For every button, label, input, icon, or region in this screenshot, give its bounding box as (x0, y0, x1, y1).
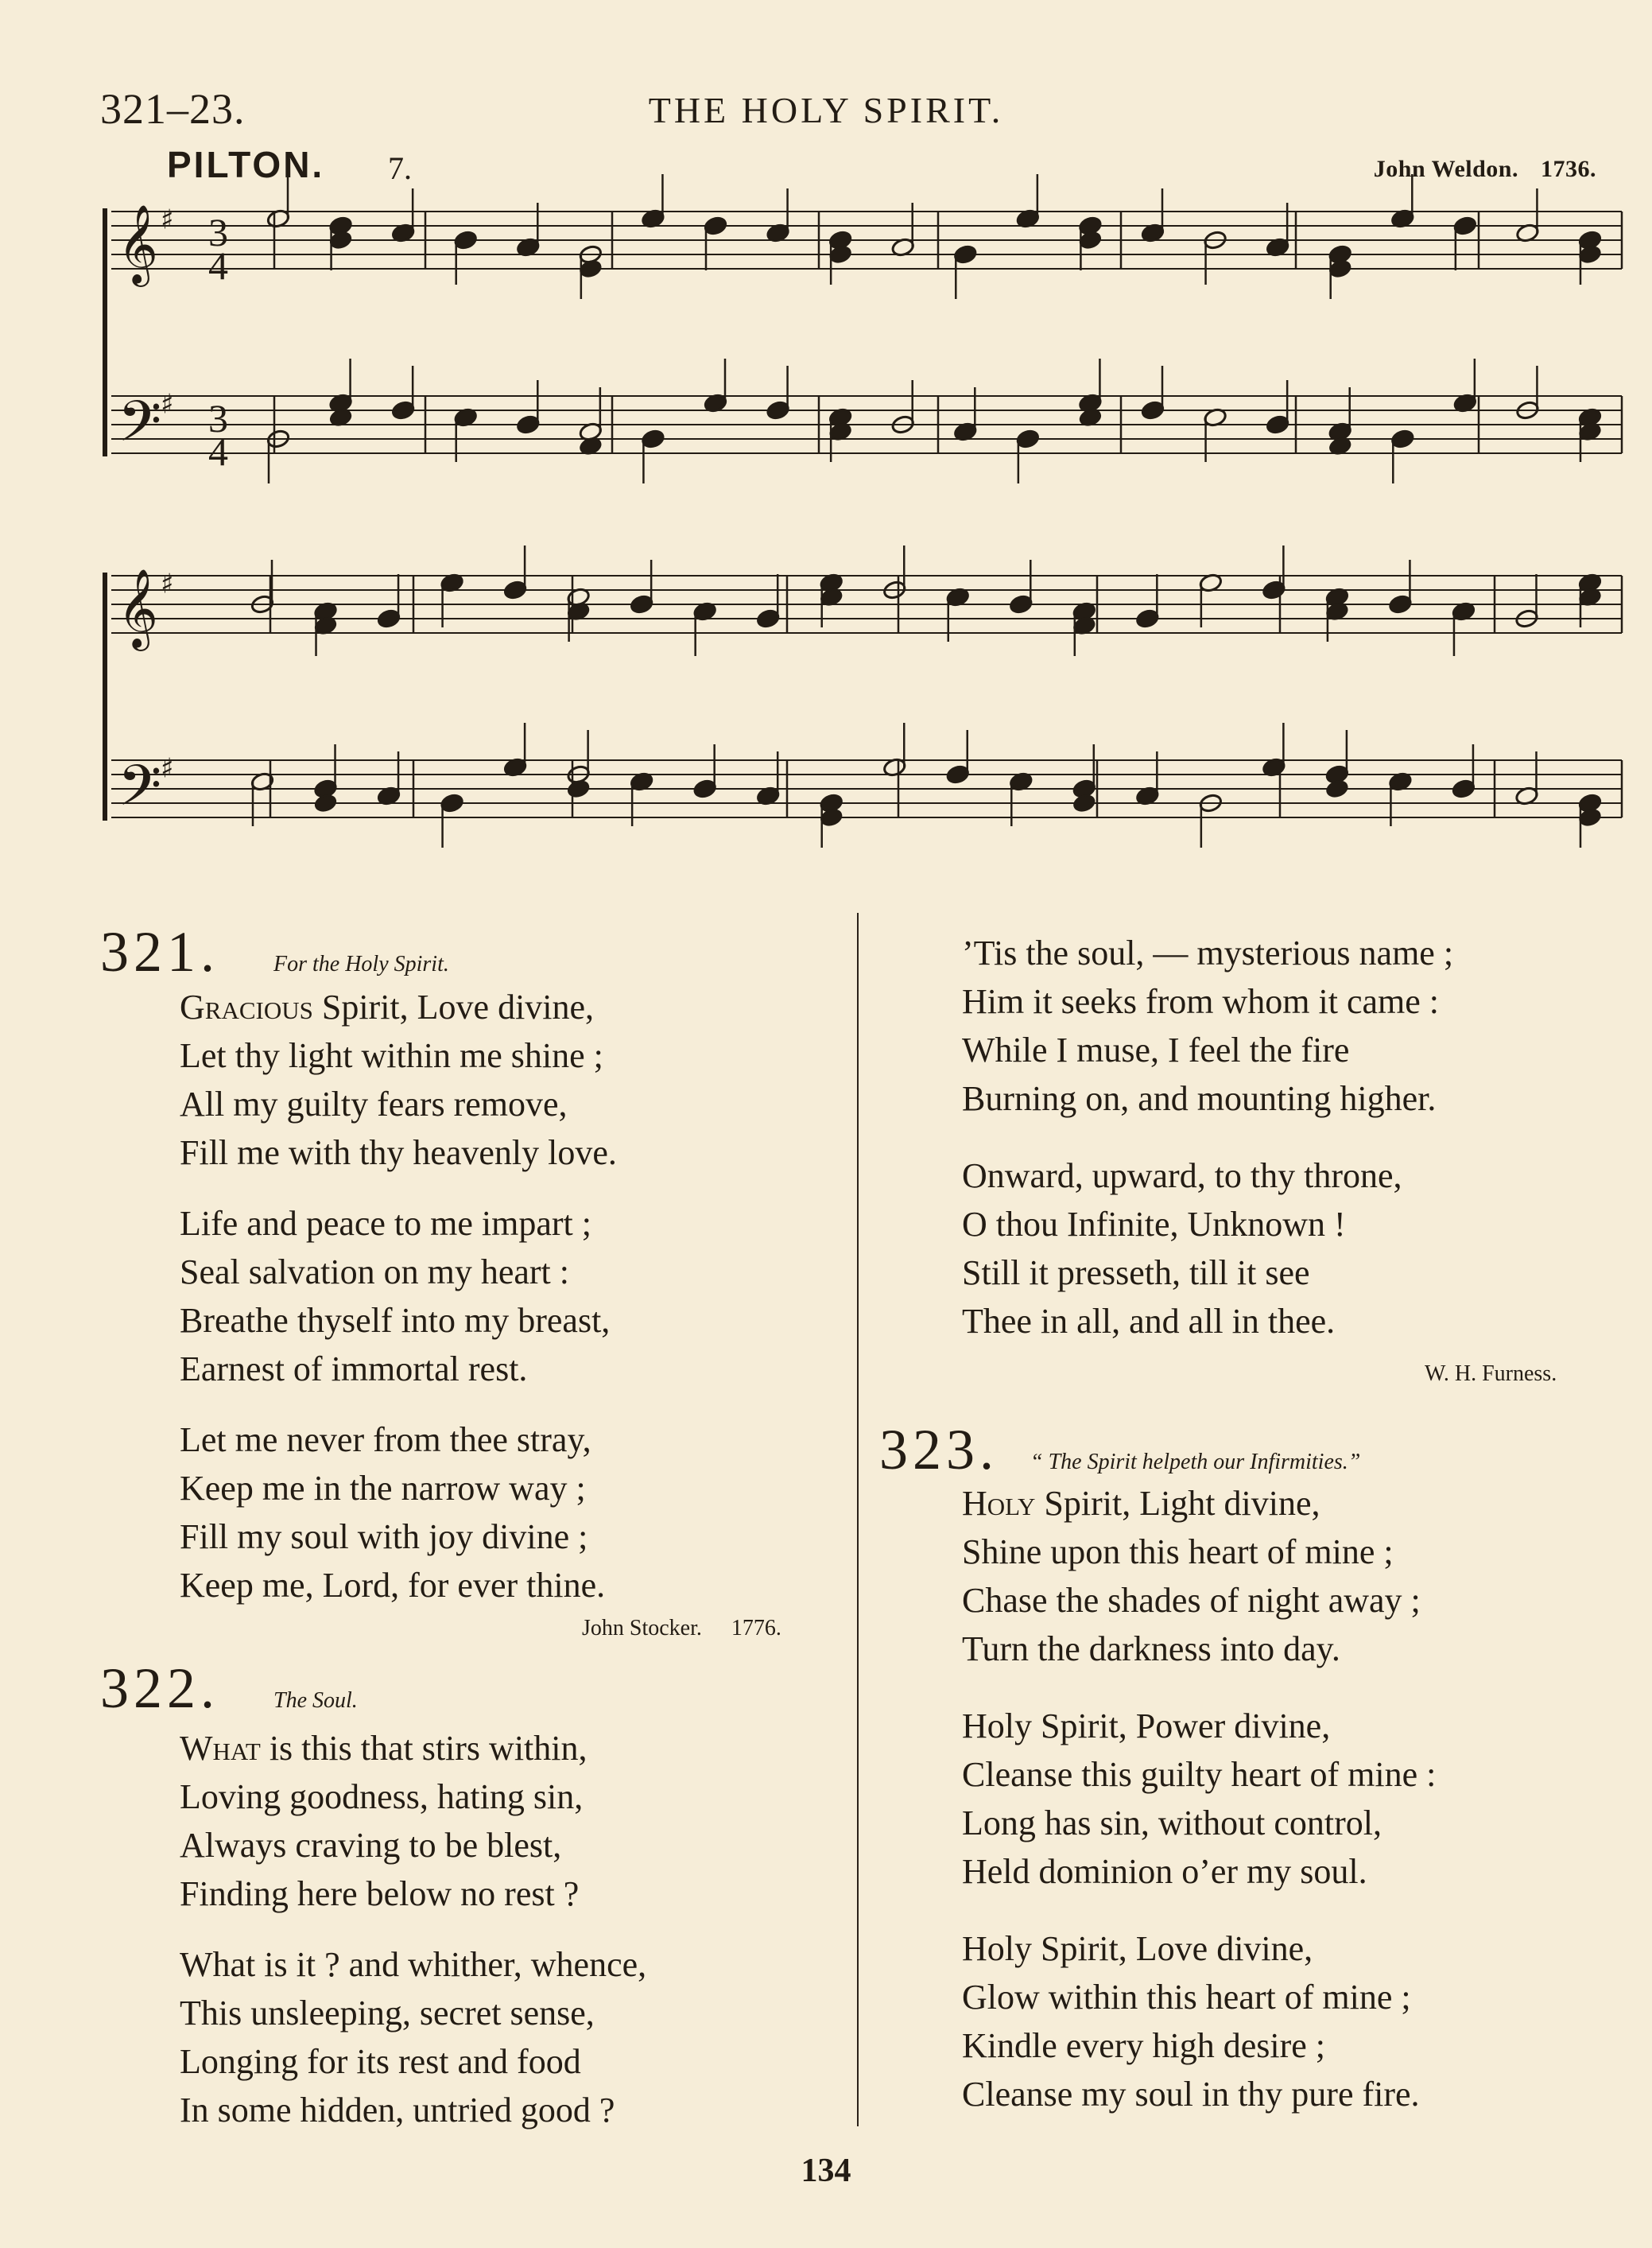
hymn-number: 323. (879, 1418, 999, 1481)
bass-clef-icon: 𝄢 (118, 389, 162, 468)
tune-name: PILTON. (167, 144, 325, 185)
stanza (180, 1940, 646, 2134)
verse-line: Still it presseth, till it see (962, 1253, 1310, 1292)
verse-line: Glow within this heart of mine ; (962, 1978, 1411, 2017)
verse-line: All my guilty fears remove, (180, 1085, 568, 1124)
music-score (0, 0, 1652, 914)
verse-line: What is it ? and whither, whence, (180, 1945, 647, 1984)
sharp-icon: ♯ (161, 752, 174, 785)
verse-line: Loving goodness, hating sin, (180, 1777, 584, 1816)
verse-line: Holy Spirit, Light divine, (962, 1484, 1320, 1523)
verse-line: Cleanse my soul in thy pure fire. (962, 2075, 1420, 2114)
verse-line: Always craving to be blest, (180, 1826, 562, 1865)
quarter-note-icon (1388, 594, 1413, 615)
quarter-note-icon (391, 400, 416, 421)
quarter-note-icon (692, 778, 717, 799)
verse-line: Onward, upward, to thy throne, (962, 1156, 1402, 1195)
stanza (962, 1479, 1436, 1673)
time-signature-bottom-1: 4 (208, 243, 228, 288)
quarter-note-icon (440, 793, 464, 813)
verse-line: Longing for its rest and food (180, 2042, 581, 2081)
verse-line: Breathe thyself into my breast, (180, 1301, 611, 1340)
verse-line: Gracious Spirit, Love divine, (180, 988, 595, 1027)
stanza (962, 1702, 1436, 1896)
verse-line: Held dominion o’er my soul. (962, 1852, 1367, 1891)
quarter-note-icon (377, 608, 401, 629)
verse-line: Keep me, Lord, for ever thine. (180, 1566, 606, 1605)
chord-note-icon (1072, 793, 1097, 813)
verse-line: Let thy light within me shine ; (180, 1036, 603, 1075)
first-word: Gracious (180, 988, 313, 1027)
verse-line: Cleanse this guilty heart of mine : (962, 1755, 1437, 1794)
verse-line: Fill me with thy heavenly love. (180, 1133, 617, 1172)
verse-line: Burning on, and mounting higher. (962, 1079, 1437, 1118)
hymn-range: 321–23. (100, 85, 246, 133)
stanza (180, 1199, 617, 1393)
first-word: Holy (962, 1484, 1036, 1523)
verse-line: Keep me in the narrow way ; (180, 1469, 586, 1508)
verse-line: O thou Infinite, Unknown ! (962, 1205, 1346, 1244)
quarter-note-icon (1266, 414, 1290, 435)
stanza (962, 1924, 1436, 2118)
sharp-icon: ♯ (161, 568, 174, 600)
verse-line: What is this that stirs within, (180, 1729, 588, 1768)
verse-line: Life and peace to me impart ; (180, 1204, 591, 1243)
chord-note-icon (579, 258, 603, 279)
quarter-note-icon (766, 400, 790, 421)
quarter-note-icon (1141, 400, 1165, 421)
verse-line: Long has sin, without control, (962, 1803, 1382, 1842)
verse-line: Let me never from thee stray, (180, 1420, 591, 1459)
quarter-note-icon (1262, 580, 1286, 600)
quarter-note-icon (1453, 215, 1478, 236)
quarter-note-icon (1135, 608, 1160, 629)
stanza (180, 1724, 646, 1918)
stanza (962, 1151, 1453, 1345)
verse-line: Seal salvation on my heart : (180, 1252, 569, 1291)
chord-note-icon (1328, 258, 1352, 279)
quarter-note-icon (953, 244, 978, 265)
verse-line: While I muse, I feel the fire (962, 1031, 1350, 1070)
verse-line: Shine upon this heart of mine ; (962, 1532, 1394, 1571)
quarter-note-icon (1452, 778, 1476, 799)
section-title: THE HOLY SPIRIT. (648, 90, 1004, 130)
chord-note-icon (1578, 807, 1603, 828)
stanza (180, 1415, 617, 1609)
sharp-icon: ♯ (161, 388, 174, 421)
chord-note-icon (1325, 778, 1350, 799)
verse-line: In some hidden, untried good ? (180, 2091, 615, 2130)
treble-clef-icon: 𝄞 (118, 204, 158, 284)
author: John Stocker. (582, 1616, 702, 1640)
hymn-322-heading (100, 1656, 358, 1722)
verse-line: Kindle every high desire ; (962, 2026, 1325, 2065)
hymn-321-text (180, 983, 617, 1609)
quarter-note-icon (516, 414, 541, 435)
quarter-note-icon (756, 608, 781, 629)
tune-meter: 7. (388, 150, 412, 186)
hymn-subtitle: For the Holy Spirit. (273, 952, 449, 976)
verse-line: This unsleeping, secret sense, (180, 1994, 595, 2033)
chord-note-icon (819, 807, 843, 828)
sharp-icon: ♯ (161, 204, 174, 236)
chord-note-icon (1578, 244, 1603, 265)
verse-line: Chase the shades of night away ; (962, 1581, 1421, 1620)
stanza (962, 929, 1453, 1123)
verse-line: Holy Spirit, Power divine, (962, 1706, 1331, 1745)
composer-name: John Weldon. (1373, 156, 1518, 182)
first-word: What (180, 1729, 261, 1768)
verse-line: Fill my soul with joy divine ; (180, 1517, 588, 1556)
quarter-note-icon (630, 594, 654, 615)
quarter-note-icon (704, 215, 728, 236)
chord-note-icon (313, 793, 338, 813)
stanza (180, 983, 617, 1177)
page-number: 134 (801, 2153, 851, 2189)
verse-line: Thee in all, and all in thee. (962, 1302, 1336, 1341)
column-divider (857, 913, 859, 2126)
verse-line: ’Tis the soul, — mysterious name ; (962, 934, 1454, 973)
chord-note-icon (328, 230, 353, 250)
verse-line: Earnest of immortal rest. (180, 1349, 528, 1388)
quarter-note-icon (1390, 429, 1415, 449)
hymn-321-attribution (582, 1616, 781, 1641)
chord-note-icon (828, 244, 853, 265)
quarter-note-icon (1009, 594, 1033, 615)
time-signature-bottom-2: 4 (208, 429, 228, 474)
verse-line: Turn the darkness into day. (962, 1629, 1340, 1668)
quarter-note-icon (453, 230, 478, 250)
chord-note-icon (1078, 230, 1103, 250)
hymn-number: 321. (100, 920, 219, 984)
hymn-321-heading (100, 919, 449, 985)
hymn-323-text (962, 1479, 1436, 2118)
verse-line: Holy Spirit, Love divine, (962, 1929, 1313, 1968)
hymn-322-attribution: W. H. Furness. (1425, 1361, 1557, 1386)
bass-clef-icon: 𝄢 (118, 753, 162, 833)
hymn-322-text-right (962, 929, 1453, 1345)
composer-year: 1736. (1541, 156, 1596, 182)
hymn-number: 322. (100, 1656, 219, 1720)
hymn-subtitle: The Soul. (273, 1688, 358, 1713)
verse-line: Finding here below no rest ? (180, 1874, 580, 1913)
hymn-subtitle: “ The Spirit helpeth our Infirmities.” (1030, 1450, 1361, 1474)
chord-note-icon (566, 778, 591, 799)
verse-line: Him it seeks from whom it came : (962, 982, 1439, 1021)
year: 1776. (731, 1616, 781, 1640)
quarter-note-icon (641, 429, 665, 449)
time-signature-top-2: 3 (208, 396, 228, 441)
treble-clef-icon: 𝄞 (118, 569, 158, 648)
quarter-note-icon (1016, 429, 1041, 449)
hymn-322-text-left (180, 1724, 646, 2134)
quarter-note-icon (503, 580, 528, 600)
hymn-323-heading (879, 1417, 1360, 1483)
time-signature-top-1: 3 (208, 210, 228, 254)
quarter-note-icon (945, 764, 970, 785)
